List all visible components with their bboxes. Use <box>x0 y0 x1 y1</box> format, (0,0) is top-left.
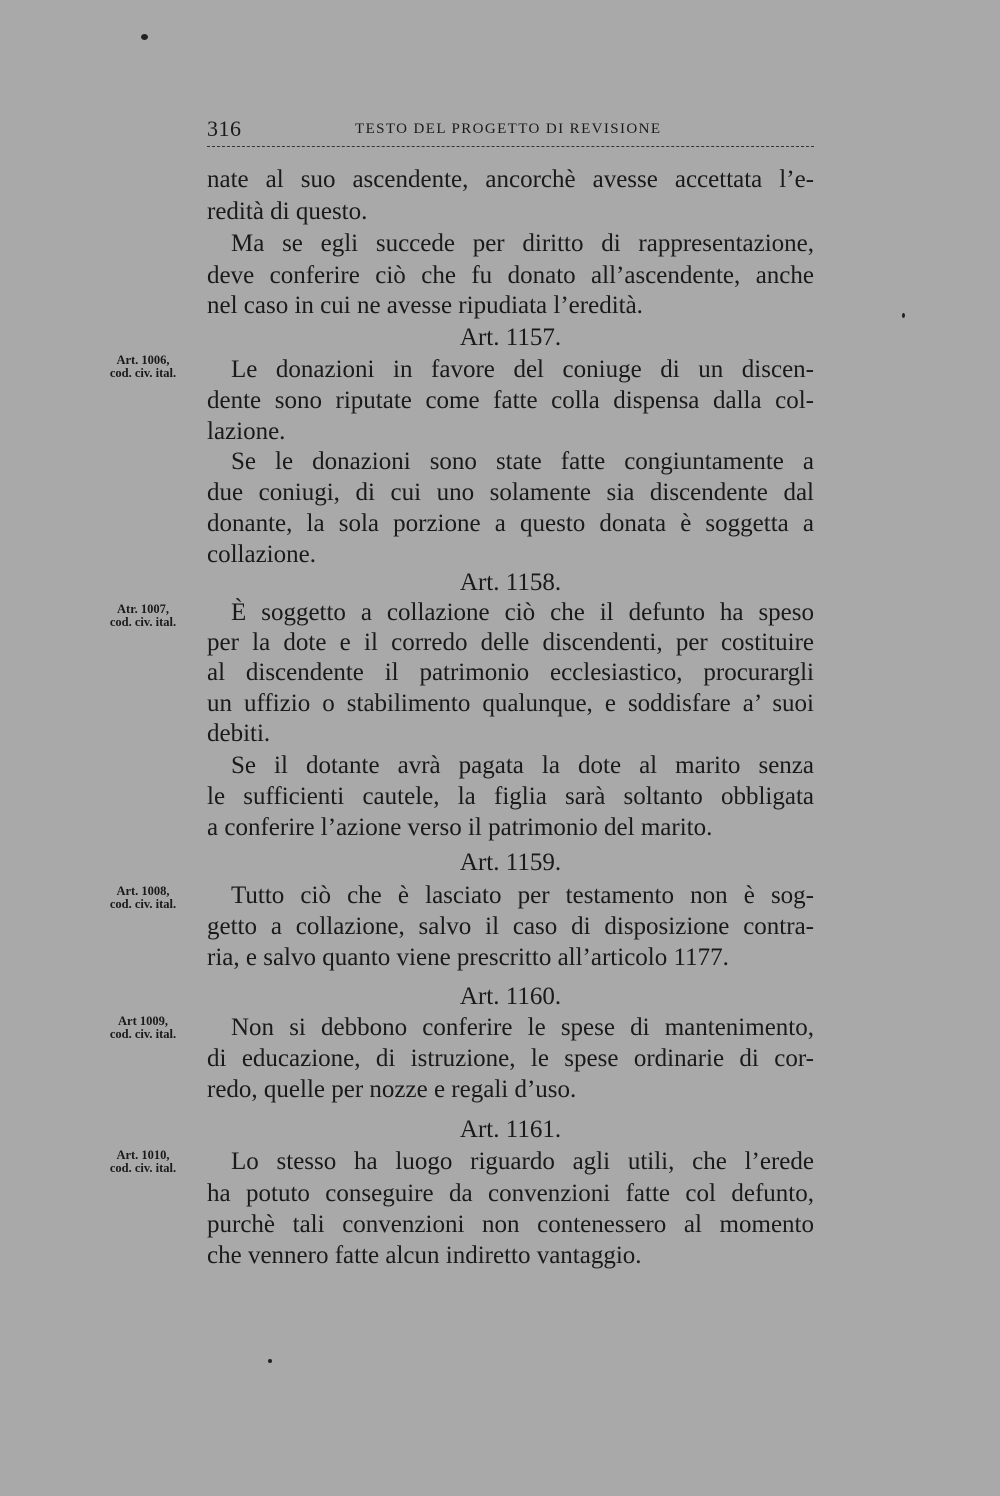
margin-note-code: cod. civ. ital. <box>109 897 177 911</box>
paper-speck <box>141 34 148 40</box>
article-heading-1161: Art. 1161. <box>459 1116 562 1143</box>
text-line: che vennero fatte alcun indiretto vantaggio. <box>207 1242 642 1269</box>
margin-note-article: Art 1009, <box>118 1014 168 1028</box>
margin-note-code: cod. civ. ital. <box>109 366 177 380</box>
text-line: le sufficienti cautele, la figlia sarà soltanto obbligata <box>207 783 814 810</box>
margin-note-art-1009 <box>92 1015 194 1041</box>
text-line: Non si debbono conferire le spese di mantenimento, <box>231 1014 814 1041</box>
text-line: debiti. <box>207 720 271 747</box>
margin-note-code: cod. civ. ital. <box>109 1027 177 1041</box>
text-line: nate al suo ascendente, ancorchè avesse accettata l’e- <box>207 166 814 193</box>
text-line: purchè tali convenzioni non contenessero al momento <box>207 1211 814 1238</box>
text-line: nel caso in cui ne avesse ripudiata l’eredità. <box>207 292 643 319</box>
text-line: redità di questo. <box>207 198 368 225</box>
text-line: Tutto ciò che è lasciato per testamento non è sog- <box>231 882 814 909</box>
margin-note-code: cod. civ. ital. <box>109 1161 177 1175</box>
text-line: getto a collazione, salvo il caso di disposizione contra- <box>207 913 814 940</box>
text-line: donante, la sola porzione a questo donata è soggetta a <box>207 510 814 537</box>
margin-note-art-1007 <box>92 603 194 629</box>
running-title: TESTO DEL PROGETTO DI REVISIONE <box>355 121 662 137</box>
text-line: È soggetto a collazione ciò che il defunto ha speso <box>231 599 814 626</box>
text-line: Le donazioni in favore del coniuge di un discen- <box>231 356 814 383</box>
text-line: Se il dotante avrà pagata la dote al marito senza <box>231 752 814 779</box>
margin-note-art-1008 <box>92 885 194 911</box>
text-line: Se le donazioni sono state fatte congiuntamente a <box>231 448 814 475</box>
text-line: due coniugi, di cui uno solamente sia discendente dal <box>207 479 814 506</box>
article-heading-1159: Art. 1159. <box>459 849 562 876</box>
margin-note-article: Art. 1008, <box>116 884 170 898</box>
text-line: dente sono riputate come fatte colla dispensa dalla col- <box>207 387 814 414</box>
article-heading-1157: Art. 1157. <box>459 324 562 351</box>
text-line: redo, quelle per nozze e regali d’uso. <box>207 1076 577 1103</box>
text-line: lazione. <box>207 418 286 445</box>
article-heading-1160: Art. 1160. <box>459 983 562 1010</box>
text-line: collazione. <box>207 541 316 568</box>
text-line: al discendente il patrimonio ecclesiastico, procurargli <box>207 659 814 686</box>
text-line: ria, e salvo quanto viene prescritto all’articolo 1177. <box>207 944 729 971</box>
margin-note-article: Art. 1010, <box>116 1148 170 1162</box>
page-number: 316 <box>207 116 242 141</box>
paper-speck <box>268 1359 272 1363</box>
text-line: un uffizio o stabilimento qualunque, e soddisfare a’ suoi <box>207 690 814 717</box>
margin-note-code: cod. civ. ital. <box>109 615 177 629</box>
running-header <box>207 116 814 147</box>
text-line: per la dote e il corredo delle discendenti, per costituire <box>207 629 814 656</box>
margin-note-art-1006 <box>92 354 194 380</box>
margin-note-article: Atr. 1007, <box>117 602 169 616</box>
text-line: di educazione, di istruzione, le spese ordinarie di cor- <box>207 1045 814 1072</box>
paper-speck <box>902 313 905 318</box>
text-line: Lo stesso ha luogo riguardo agli utili, che l’erede <box>231 1148 814 1175</box>
text-line: a conferire l’azione verso il patrimonio del marito. <box>207 814 713 841</box>
article-heading-1158: Art. 1158. <box>459 569 562 596</box>
text-line: Ma se egli succede per diritto di rappresentazione, <box>231 230 814 257</box>
text-line: ha potuto conseguire da convenzioni fatte col defunto, <box>207 1180 814 1207</box>
text-line: deve conferire ciò che fu donato all’ascendente, anche <box>207 262 814 289</box>
margin-note-art-1010 <box>92 1149 194 1175</box>
margin-note-article: Art. 1006, <box>116 353 170 367</box>
